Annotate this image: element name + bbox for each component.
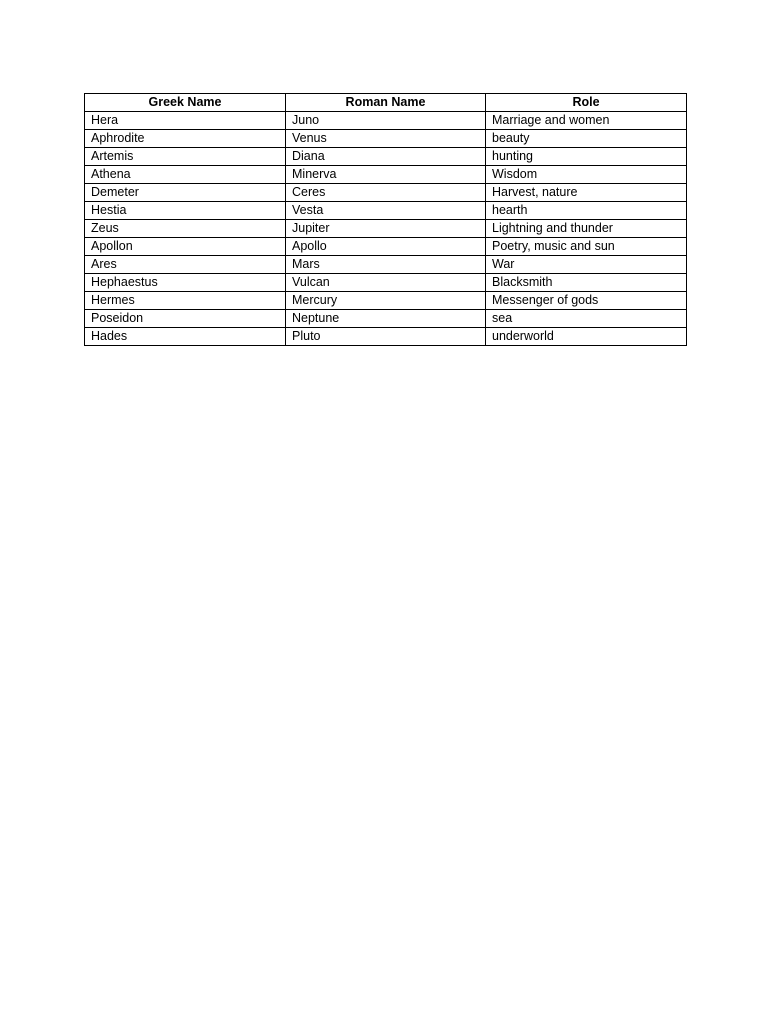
- role-cell: sea: [486, 310, 687, 328]
- greek-name-cell: Ares: [85, 256, 286, 274]
- table-row: [85, 112, 687, 130]
- greek-name-cell: Hades: [85, 328, 286, 346]
- roman-name-cell: Mercury: [286, 292, 486, 310]
- table-row: [85, 328, 687, 346]
- role-cell: Harvest, nature: [486, 184, 687, 202]
- role-cell: Poetry, music and sun: [486, 238, 687, 256]
- role-cell: hunting: [486, 148, 687, 166]
- greek-name-cell: Athena: [85, 166, 286, 184]
- table-row: [85, 202, 687, 220]
- table-row: [85, 256, 687, 274]
- roman-name-cell: Minerva: [286, 166, 486, 184]
- roman-name-cell: Ceres: [286, 184, 486, 202]
- roman-name-cell: Vesta: [286, 202, 486, 220]
- role-cell: War: [486, 256, 687, 274]
- greek-name-cell: Hermes: [85, 292, 286, 310]
- header-greek-name: Greek Name: [85, 94, 286, 112]
- role-cell: Lightning and thunder: [486, 220, 687, 238]
- role-cell: hearth: [486, 202, 687, 220]
- greek-name-cell: Demeter: [85, 184, 286, 202]
- table-row: [85, 310, 687, 328]
- table-row: [85, 148, 687, 166]
- roman-name-cell: Apollo: [286, 238, 486, 256]
- roman-name-cell: Vulcan: [286, 274, 486, 292]
- roman-name-cell: Jupiter: [286, 220, 486, 238]
- table-row: [85, 130, 687, 148]
- roman-name-cell: Pluto: [286, 328, 486, 346]
- role-cell: Wisdom: [486, 166, 687, 184]
- table-row: [85, 274, 687, 292]
- greek-name-cell: Hera: [85, 112, 286, 130]
- greek-roman-gods-table: [84, 93, 687, 346]
- roman-name-cell: Juno: [286, 112, 486, 130]
- role-cell: Marriage and women: [486, 112, 687, 130]
- greek-name-cell: Artemis: [85, 148, 286, 166]
- header-roman-name: Roman Name: [286, 94, 486, 112]
- header-role: Role: [486, 94, 687, 112]
- table-row: [85, 220, 687, 238]
- roman-name-cell: Neptune: [286, 310, 486, 328]
- table-row: [85, 184, 687, 202]
- role-cell: Blacksmith: [486, 274, 687, 292]
- greek-name-cell: Hestia: [85, 202, 286, 220]
- table-row: [85, 238, 687, 256]
- roman-name-cell: Venus: [286, 130, 486, 148]
- roman-name-cell: Mars: [286, 256, 486, 274]
- role-cell: Messenger of gods: [486, 292, 687, 310]
- table-header-row: [85, 94, 687, 112]
- greek-name-cell: Apollon: [85, 238, 286, 256]
- greek-name-cell: Zeus: [85, 220, 286, 238]
- table-row: [85, 166, 687, 184]
- table-row: [85, 292, 687, 310]
- role-cell: underworld: [486, 328, 687, 346]
- roman-name-cell: Diana: [286, 148, 486, 166]
- role-cell: beauty: [486, 130, 687, 148]
- greek-name-cell: Hephaestus: [85, 274, 286, 292]
- greek-name-cell: Poseidon: [85, 310, 286, 328]
- greek-name-cell: Aphrodite: [85, 130, 286, 148]
